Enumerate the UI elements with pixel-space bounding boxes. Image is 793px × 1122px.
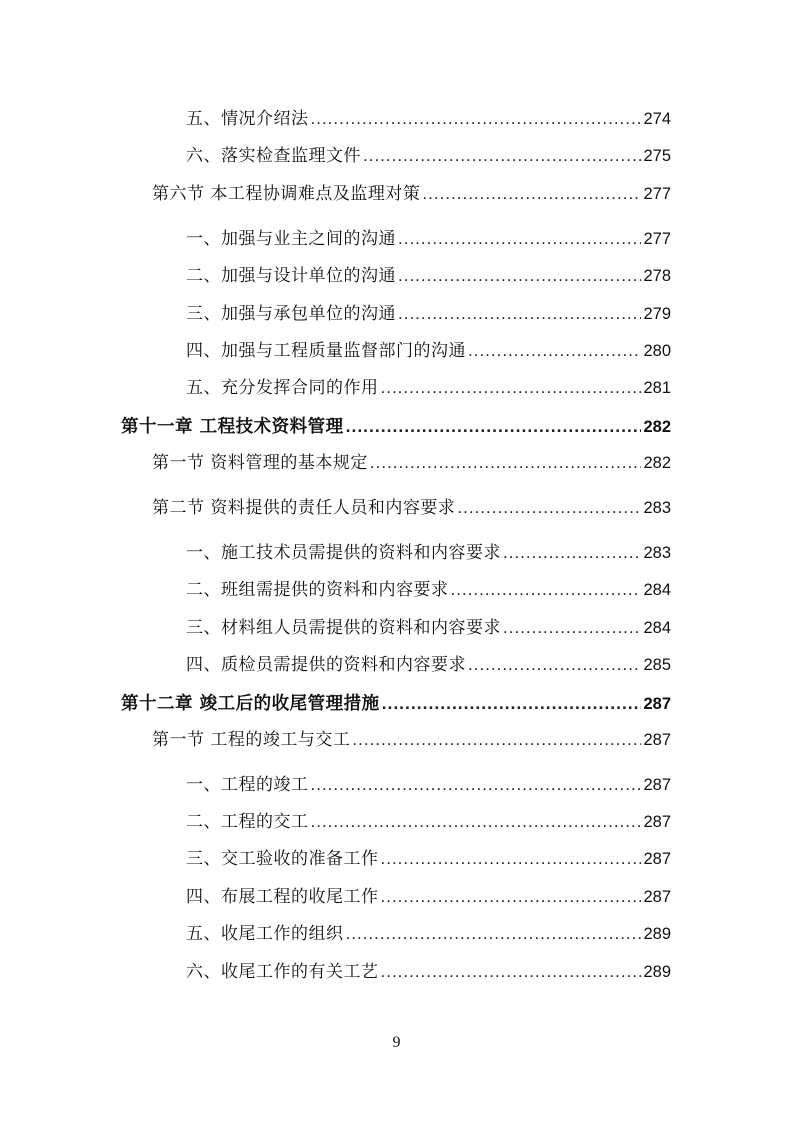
toc-entry-label: 一、工程的竣工 (186, 775, 309, 795)
toc-leader-dots (381, 885, 642, 909)
toc-entry[interactable] (186, 773, 671, 797)
toc-entry[interactable] (186, 960, 671, 984)
toc-entry[interactable] (186, 922, 671, 946)
toc-entry[interactable] (152, 451, 671, 475)
toc-entry[interactable] (186, 227, 671, 251)
toc-entry-page: 287 (643, 813, 671, 831)
toc-entry[interactable] (186, 264, 671, 288)
toc-leader-dots (381, 960, 642, 984)
toc-leader-dots (346, 922, 642, 946)
toc-leader-dots (346, 414, 642, 438)
toc-entry[interactable] (186, 616, 671, 640)
toc-leader-dots (381, 847, 642, 871)
toc-entry-label: 第一节 资料管理的基本规定 (152, 453, 368, 473)
toc-entry-label: 第一节 工程的竣工与交工 (152, 730, 351, 750)
toc-entry[interactable] (186, 144, 671, 168)
toc-entry-page: 285 (643, 656, 671, 674)
toc-entry-label: 六、收尾工作的有关工艺 (186, 962, 379, 982)
toc-leader-dots (398, 264, 641, 288)
toc-entry[interactable] (186, 541, 671, 565)
toc-entry[interactable] (186, 339, 671, 363)
toc-entry-label: 五、收尾工作的组织 (186, 924, 344, 944)
toc-leader-dots (398, 302, 641, 326)
toc-entry-page: 277 (643, 230, 671, 248)
toc-entry-label: 六、落实检查监理文件 (186, 146, 361, 166)
toc-leader-dots (311, 810, 642, 834)
toc-entry-label: 四、布展工程的收尾工作 (186, 887, 379, 907)
toc-entry-label: 五、情况介绍法 (186, 109, 309, 129)
toc-leader-dots (398, 227, 641, 251)
toc-entry-page: 274 (643, 110, 671, 128)
toc-entry-page: 280 (643, 342, 671, 360)
toc-leader-dots (503, 541, 641, 565)
toc-entry[interactable] (186, 885, 671, 909)
toc-entry-page: 275 (643, 147, 671, 165)
toc-leader-dots (311, 107, 642, 131)
toc-entry-page: 287 (643, 888, 671, 906)
toc-entry[interactable] (152, 728, 671, 752)
toc-leader-dots (381, 376, 642, 400)
toc-entry-label: 第六节 本工程协调难点及监理对策 (152, 184, 421, 204)
toc-leader-dots (311, 773, 642, 797)
toc-entry-page: 287 (643, 731, 671, 749)
toc-entry-label: 四、加强与工程质量监督部门的沟通 (186, 341, 466, 361)
toc-entry-label: 一、加强与业主之间的沟通 (186, 229, 396, 249)
toc-entry-page: 284 (643, 581, 671, 599)
toc-entry-page: 282 (643, 418, 671, 436)
page-number: 9 (392, 1034, 401, 1051)
toc-entry-page: 287 (643, 776, 671, 794)
toc-leader-dots (363, 144, 641, 168)
toc-chapter-entry[interactable] (121, 691, 671, 716)
toc-entry-label: 三、加强与承包单位的沟通 (186, 304, 396, 324)
toc-leader-dots (503, 616, 641, 640)
toc-entry-label: 四、质检员需提供的资料和内容要求 (186, 655, 466, 675)
toc-entry[interactable] (186, 107, 671, 131)
toc-entry-label: 第二节 资料提供的责任人员和内容要求 (152, 498, 456, 518)
toc-leader-dots (382, 691, 642, 715)
toc-entry[interactable] (186, 302, 671, 326)
toc-entry-page: 283 (643, 499, 671, 517)
toc-entry-label: 一、施工技术员需提供的资料和内容要求 (186, 543, 501, 563)
toc-leader-dots (370, 451, 642, 475)
toc-leader-dots (422, 182, 641, 206)
toc-entry-page: 287 (643, 850, 671, 868)
toc-chapter-entry[interactable] (121, 414, 671, 439)
toc-leader-dots (468, 339, 641, 363)
toc-leader-dots (352, 728, 641, 752)
toc-entry-label: 三、材料组人员需提供的资料和内容要求 (186, 618, 501, 638)
toc-entry-page: 281 (643, 379, 671, 397)
toc-leader-dots (468, 653, 641, 677)
toc-entry-page: 289 (643, 925, 671, 943)
toc-entry[interactable] (152, 496, 671, 520)
toc-entry[interactable] (186, 578, 671, 602)
toc-entry-page: 277 (643, 185, 671, 203)
toc-entry-page: 284 (643, 619, 671, 637)
toc-entry-label: 五、充分发挥合同的作用 (186, 378, 379, 398)
toc-entry[interactable] (186, 810, 671, 834)
toc-entry-page: 279 (643, 305, 671, 323)
toc-entry-label: 第十二章 竣工后的收尾管理措施 (121, 694, 380, 714)
toc-entry-page: 287 (643, 695, 671, 713)
toc-entry-label: 三、交工验收的准备工作 (186, 849, 379, 869)
toc-leader-dots (451, 578, 642, 602)
toc-entry-label: 二、工程的交工 (186, 812, 309, 832)
toc-entry-label: 二、加强与设计单位的沟通 (186, 266, 396, 286)
toc-entry-page: 278 (643, 267, 671, 285)
toc-entry-page: 283 (643, 544, 671, 562)
toc-entry[interactable] (186, 653, 671, 677)
toc-entry-page: 282 (643, 454, 671, 472)
toc-entry-page: 289 (643, 963, 671, 981)
toc-entry[interactable] (152, 182, 671, 206)
toc-entry-label: 第十一章 工程技术资料管理 (121, 417, 344, 437)
toc-entry[interactable] (186, 376, 671, 400)
toc-entry-label: 二、班组需提供的资料和内容要求 (186, 580, 449, 600)
toc-entry[interactable] (186, 847, 671, 871)
toc-leader-dots (457, 496, 641, 520)
